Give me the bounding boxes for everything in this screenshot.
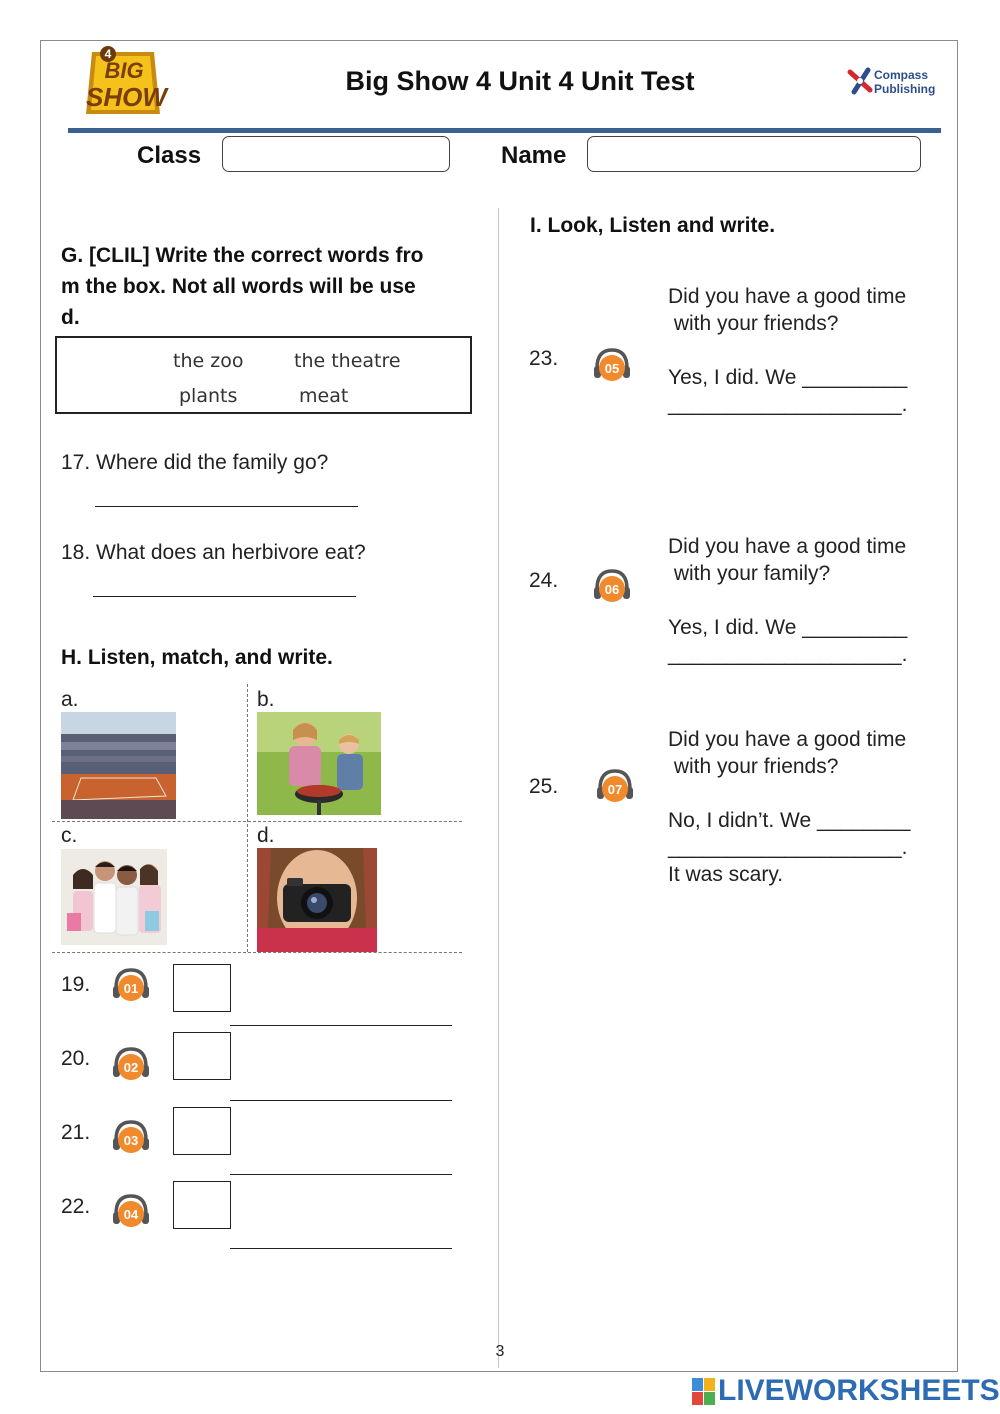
item-number: 25. (529, 775, 559, 798)
answer-line[interactable]: ____________________. (668, 643, 908, 666)
image-d-label: d. (257, 824, 275, 847)
headphone-icon[interactable] (594, 765, 636, 807)
class-label: Class (137, 142, 202, 169)
headphone-icon[interactable] (110, 1190, 152, 1232)
track-number: 05 (604, 361, 620, 376)
answer-17-line[interactable] (95, 480, 358, 507)
match-box-21[interactable] (173, 1107, 231, 1155)
dialog-23 (668, 283, 958, 418)
question-line: with your friends? (668, 312, 839, 335)
word-box-item: the theatre (294, 350, 401, 372)
friends-shopping-photo (61, 849, 167, 945)
answer-line[interactable]: No, I didn’t. We ________ (668, 809, 911, 832)
name-input[interactable] (587, 136, 921, 172)
track-number: 07 (607, 782, 623, 797)
question-line: Did you have a good time (668, 285, 907, 308)
image-grid-middle-divider (52, 821, 462, 822)
answer-line[interactable]: ____________________. (668, 393, 908, 416)
item-number: 23. (529, 347, 559, 370)
class-input[interactable] (222, 136, 450, 172)
column-divider (498, 208, 499, 1368)
svg-text:4: 4 (104, 47, 112, 61)
item-number: 21. (61, 1121, 91, 1144)
track-number: 02 (123, 1060, 139, 1075)
question-line: Did you have a good time (668, 728, 907, 751)
section-g-heading-line: G. [CLIL] Write the correct words fro (61, 244, 424, 267)
item-number: 20. (61, 1047, 91, 1070)
headphone-icon[interactable] (591, 565, 633, 607)
headphone-icon[interactable] (591, 344, 633, 386)
question-line: with your family? (668, 562, 831, 585)
match-box-19[interactable] (173, 964, 231, 1012)
word-box (55, 336, 472, 414)
girl-camera-photo (257, 848, 377, 952)
answer-19-line[interactable] (230, 1000, 452, 1026)
question-18: 18. What does an herbivore eat? (61, 541, 366, 564)
page-title: Big Show 4 Unit 4 Unit Test (345, 66, 695, 96)
item-number: 22. (61, 1195, 91, 1218)
headphone-icon[interactable] (110, 964, 152, 1006)
section-g-heading-line: d. (61, 306, 80, 329)
word-box-item: plants (179, 385, 238, 407)
answer-21-line[interactable] (230, 1149, 452, 1175)
name-label: Name (501, 142, 567, 169)
section-h-heading: H. Listen, match, and write. (61, 646, 333, 669)
item-number: 24. (529, 569, 559, 592)
section-g-heading (61, 240, 481, 333)
logo-text-bottom: SHOW (86, 82, 167, 112)
question-17: 17. Where did the family go? (61, 451, 329, 474)
headphone-icon[interactable] (110, 1043, 152, 1085)
header-rule (68, 128, 941, 133)
dialog-25 (668, 726, 958, 888)
question-line: with your friends? (668, 755, 839, 778)
section-i-heading: I. Look, Listen and write. (530, 214, 776, 237)
answer-line: It was scary. (668, 863, 784, 886)
liveworksheets-logo-icon (692, 1378, 716, 1406)
image-b-label: b. (257, 688, 275, 711)
track-number: 04 (123, 1207, 139, 1222)
item-number: 19. (61, 973, 91, 996)
track-number: 03 (123, 1133, 139, 1148)
tennis-stadium-photo (61, 712, 176, 819)
answer-20-line[interactable] (230, 1075, 452, 1101)
headphone-icon[interactable] (110, 1116, 152, 1158)
answer-line[interactable]: ____________________. (668, 836, 908, 859)
publisher-line2: Publishing (874, 82, 936, 96)
publisher-line1: Compass (874, 68, 929, 82)
compass-publishing-logo (846, 66, 936, 98)
image-c-label: c. (61, 824, 78, 847)
answer-line[interactable]: Yes, I did. We _________ (668, 366, 908, 389)
liveworksheets-brand[interactable]: LIVEWORKSHEETS (718, 1374, 1000, 1407)
answer-18-line[interactable] (93, 570, 356, 597)
match-box-22[interactable] (173, 1181, 231, 1229)
answer-22-line[interactable] (230, 1223, 452, 1249)
image-grid-vertical-divider (247, 684, 248, 952)
match-box-20[interactable] (173, 1032, 231, 1080)
image-grid-bottom-divider (52, 952, 462, 953)
section-g-heading-line: m the box. Not all words will be use (61, 275, 416, 298)
track-number: 01 (123, 981, 139, 996)
page-number: 3 (495, 1343, 505, 1360)
word-box-item: meat (299, 385, 349, 407)
word-box-item: the zoo (173, 350, 244, 372)
answer-line[interactable]: Yes, I did. We _________ (668, 616, 908, 639)
track-number: 06 (604, 582, 620, 597)
image-a-label: a. (61, 688, 79, 711)
family-barbecue-photo (257, 712, 381, 815)
question-line: Did you have a good time (668, 535, 907, 558)
logo-text-top: BIG (104, 58, 144, 83)
dialog-24 (668, 533, 958, 668)
big-show-logo (82, 44, 167, 122)
